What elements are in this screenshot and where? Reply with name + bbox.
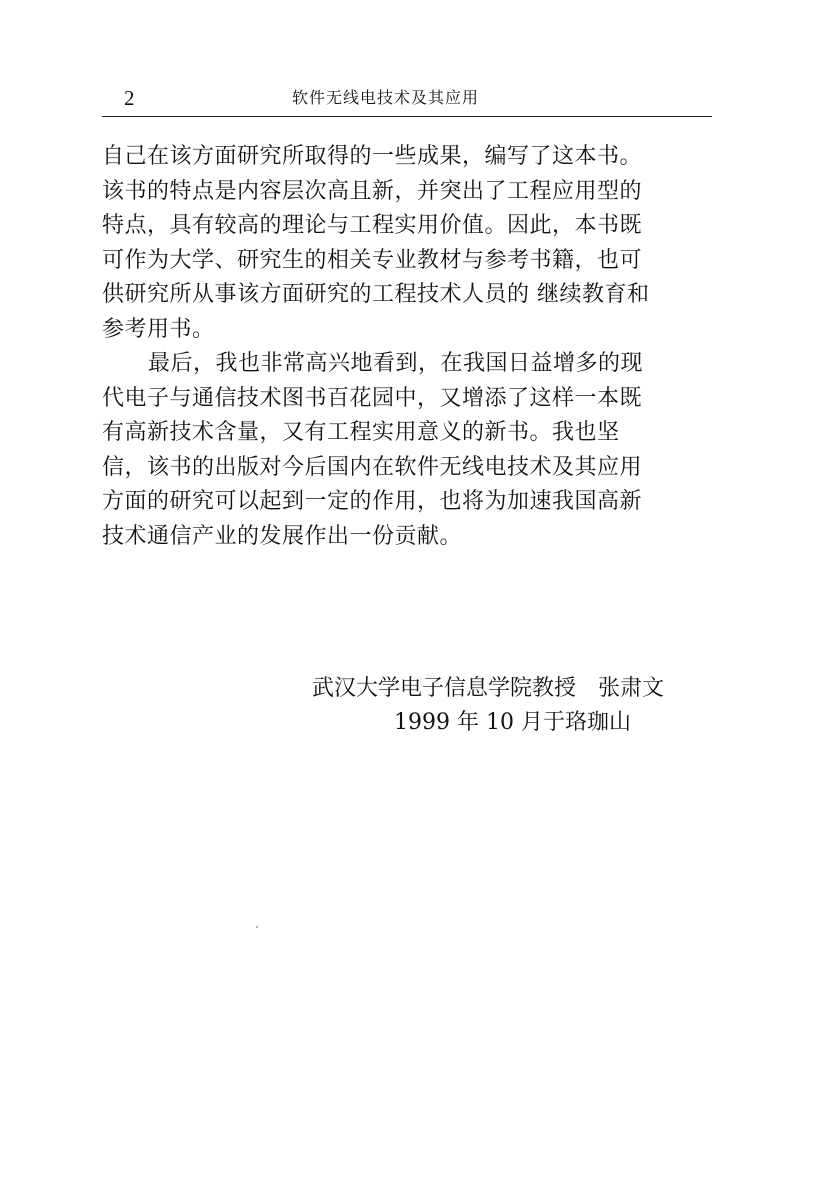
- page-header: [102, 84, 712, 117]
- text-line: 参考用书。: [102, 316, 215, 342]
- signature-name: 武汉大学电子信息学院教授 张肃文: [312, 676, 665, 701]
- body-text: [102, 140, 714, 554]
- text-line: 供研究所从事该方面研究的工程技术人员的 继续教育和: [102, 282, 650, 307]
- paragraph-first-line: 最后，我也非常高兴地看到，在我国日益增多的现: [148, 351, 644, 376]
- text-line: 该书的特点是内容层次高且新，并突出了工程应用型的: [102, 178, 643, 204]
- text-line: 特点，具有较高的理论与工程实用价值。因此，本书既: [102, 213, 643, 238]
- text-line: 自己在该方面研究所取得的一些成果，编写了这本书。: [102, 144, 643, 169]
- page-number: 2: [124, 86, 135, 110]
- text-line: 有高新技术含量，又有工程实用意义的新书。我也坚: [102, 420, 620, 445]
- running-title: 软件无线电技术及其应用: [292, 88, 480, 107]
- text-line: 信，该书的出版对今后国内在软件无线电技术及其应用: [102, 454, 643, 480]
- text-line: 代电子与通信技术图书百花园中，又增添了这样一本既: [102, 385, 643, 411]
- text-line: 可作为大学、研究生的相关专业教材与参考书籍，也可: [102, 247, 643, 273]
- scan-speck: [256, 926, 258, 928]
- text-line: 方面的研究可以起到一定的作用，也将为加速我国高新: [102, 489, 643, 514]
- text-line: 技术通信产业的发展作出一份贡献。: [102, 523, 463, 549]
- signature-date: 1999 年 10 月于珞珈山: [394, 710, 631, 735]
